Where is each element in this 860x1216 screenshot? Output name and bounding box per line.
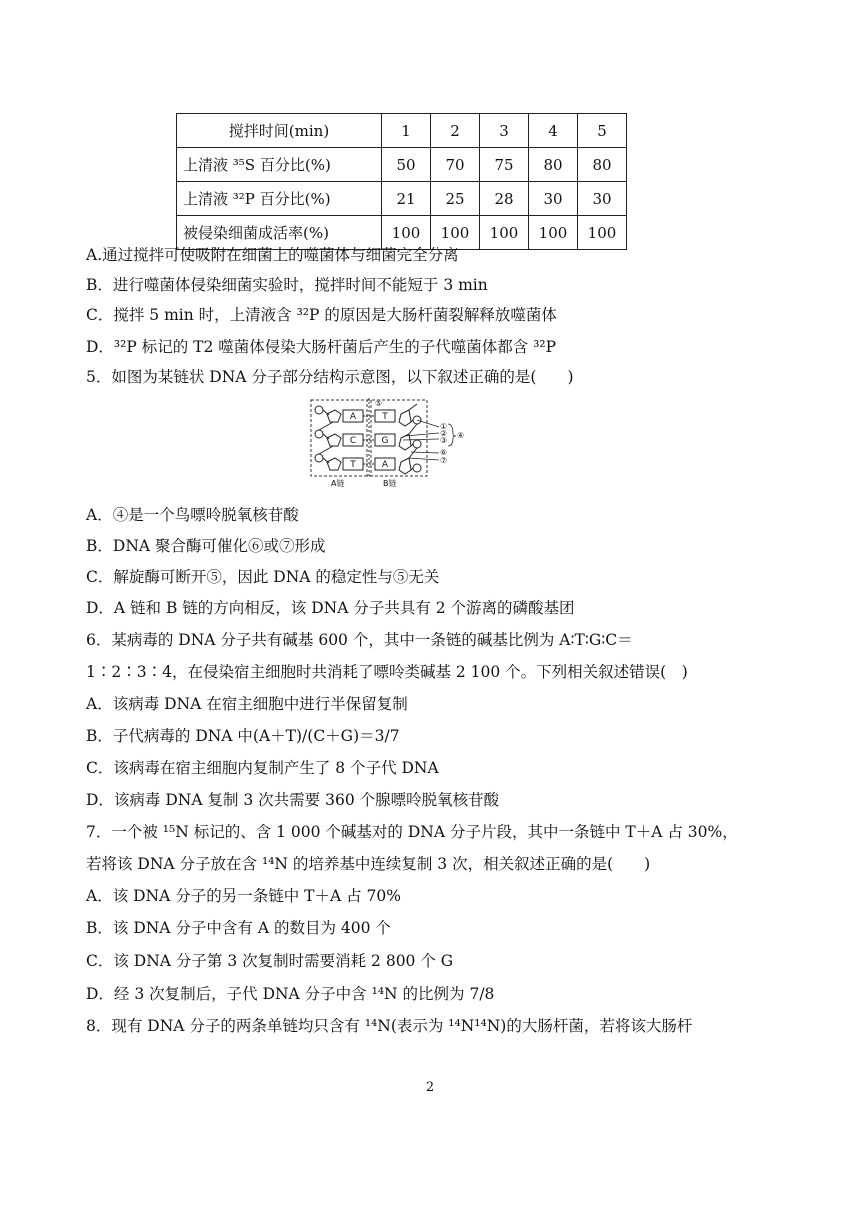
- diagram-label: ③: [440, 436, 448, 445]
- table-cell: 70: [431, 148, 480, 182]
- diagram-label: ⑦: [440, 456, 448, 465]
- page-number: 2: [425, 1080, 435, 1095]
- q7-option-a: A．该 DNA 分子的另一条链中 T＋A 占 70%: [86, 887, 401, 905]
- q7-stem-line1: 7．一个被 ¹⁵N 标记的、含 1 000 个碱基对的 DNA 分子片段，其中一条链中 T＋A 占 30%，: [86, 823, 738, 841]
- table-cell: 3: [480, 114, 529, 148]
- table-cell: 5: [578, 114, 627, 148]
- table-cell: 被侵染细菌成活率(%): [177, 216, 382, 250]
- q7-stem-line2: 若将该 DNA 分子放在含 ¹⁴N 的培养基中连续复制 3 次，相关叙述正确的是( ): [86, 855, 651, 873]
- table-row: [177, 182, 627, 216]
- base-label: G: [381, 436, 389, 446]
- q6-option-b: B．子代病毒的 DNA 中(A＋T)/(C＋G)＝3/7: [86, 727, 400, 745]
- table-cell: 100: [480, 216, 529, 250]
- table-cell: 100: [578, 216, 627, 250]
- table-cell: 30: [578, 182, 627, 216]
- q4-option-a: A.通过搅拌可使吸附在细菌上的噬菌体与细菌完全分离: [86, 246, 459, 264]
- table-cell: 28: [480, 182, 529, 216]
- dna-structure-diagram: [305, 396, 475, 488]
- q7-option-d: D．经 3 次复制后，子代 DNA 分子中含 ¹⁴N 的比例为 7/8: [86, 985, 495, 1003]
- table-cell: 搅拌时间(min): [177, 114, 382, 148]
- diagram-label: ④: [457, 431, 465, 440]
- diagram-label: ⑥: [440, 448, 448, 457]
- table-cell: 50: [382, 148, 431, 182]
- table-cell: 1: [382, 114, 431, 148]
- table-cell: 4: [529, 114, 578, 148]
- table-cell: 100: [382, 216, 431, 250]
- table-cell: 2: [431, 114, 480, 148]
- table-cell: 100: [529, 216, 578, 250]
- table-cell: 30: [529, 182, 578, 216]
- table-row: [177, 148, 627, 182]
- table-cell: 25: [431, 182, 480, 216]
- diagram-label: ②: [440, 429, 448, 438]
- q6-option-c: C．该病毒在宿主细胞内复制产生了 8 个子代 DNA: [86, 759, 439, 777]
- table-cell: 75: [480, 148, 529, 182]
- chain-b-label: B链: [383, 479, 397, 488]
- q7-option-c: C．该 DNA 分子第 3 次复制时需要消耗 2 800 个 G: [86, 952, 454, 970]
- table-cell: 100: [431, 216, 480, 250]
- q6-stem-line1: 6．某病毒的 DNA 分子共有碱基 600 个，其中一条链的碱基比例为 A∶T∶G∶C＝: [86, 631, 633, 649]
- base-label: T: [350, 460, 356, 470]
- q4-option-b: B．进行噬菌体侵染细菌实验时，搅拌时间不能短于 3 min: [86, 276, 488, 294]
- diagram-label: ①: [440, 422, 448, 431]
- q8-stem-line1: 8．现有 DNA 分子的两条单链均只含有 ¹⁴N(表示为 ¹⁴N¹⁴N)的大肠杆菌，若将该大肠杆: [86, 1017, 693, 1035]
- q7-option-b: B．该 DNA 分子中含有 A 的数目为 400 个: [86, 919, 391, 937]
- chain-a-backbone: [315, 406, 341, 470]
- q4-option-c: C．搅拌 5 min 时，上清液含 ³²P 的原因是大肠杆菌裂解释放噬菌体: [86, 306, 557, 324]
- q5-option-d: D．A 链和 B 链的方向相反，该 DNA 分子共具有 2 个游离的磷酸基团: [86, 599, 575, 617]
- q6-stem-line2: 1∶2∶3∶4，在侵染宿主细胞时共消耗了嘌呤类碱基 2 100 个。下列相关叙述错误( ): [86, 663, 688, 681]
- q5-option-a: A．④是一个鸟嘌呤脱氧核苷酸: [86, 506, 299, 524]
- diagram-label: ⑤: [375, 399, 383, 408]
- q6-option-d: D．该病毒 DNA 复制 3 次共需要 360 个腺嘌呤脱氧核苷酸: [86, 791, 500, 809]
- base-label: A: [381, 460, 389, 470]
- chain-b-backbone: [399, 404, 421, 474]
- chain-a-label: A链: [331, 479, 345, 488]
- q5-stem: 5．如图为某链状 DNA 分子部分结构示意图，以下叙述正确的是( ): [86, 368, 574, 386]
- q4-option-d: D．³²P 标记的 T2 噬菌体侵染大肠杆菌后产生的子代噬菌体都含 ³²P: [86, 338, 557, 356]
- q5-option-c: C．解旋酶可断开⑤，因此 DNA 的稳定性与⑤无关: [86, 568, 440, 586]
- q5-option-b: B．DNA 聚合酶可催化⑥或⑦形成: [86, 537, 326, 555]
- table-cell: 80: [578, 148, 627, 182]
- base-label: T: [382, 412, 388, 422]
- table-cell: 上清液 ³²P 百分比(%): [177, 182, 382, 216]
- table-header-row: [177, 114, 627, 148]
- table-cell: 80: [529, 148, 578, 182]
- q6-option-a: A．该病毒 DNA 在宿主细胞中进行半保留复制: [86, 695, 408, 713]
- stirring-data-table: [176, 113, 627, 250]
- base-label: C: [349, 436, 357, 446]
- base-label: A: [349, 412, 357, 422]
- table-cell: 上清液 ³⁵S 百分比(%): [177, 148, 382, 182]
- table-cell: 21: [382, 182, 431, 216]
